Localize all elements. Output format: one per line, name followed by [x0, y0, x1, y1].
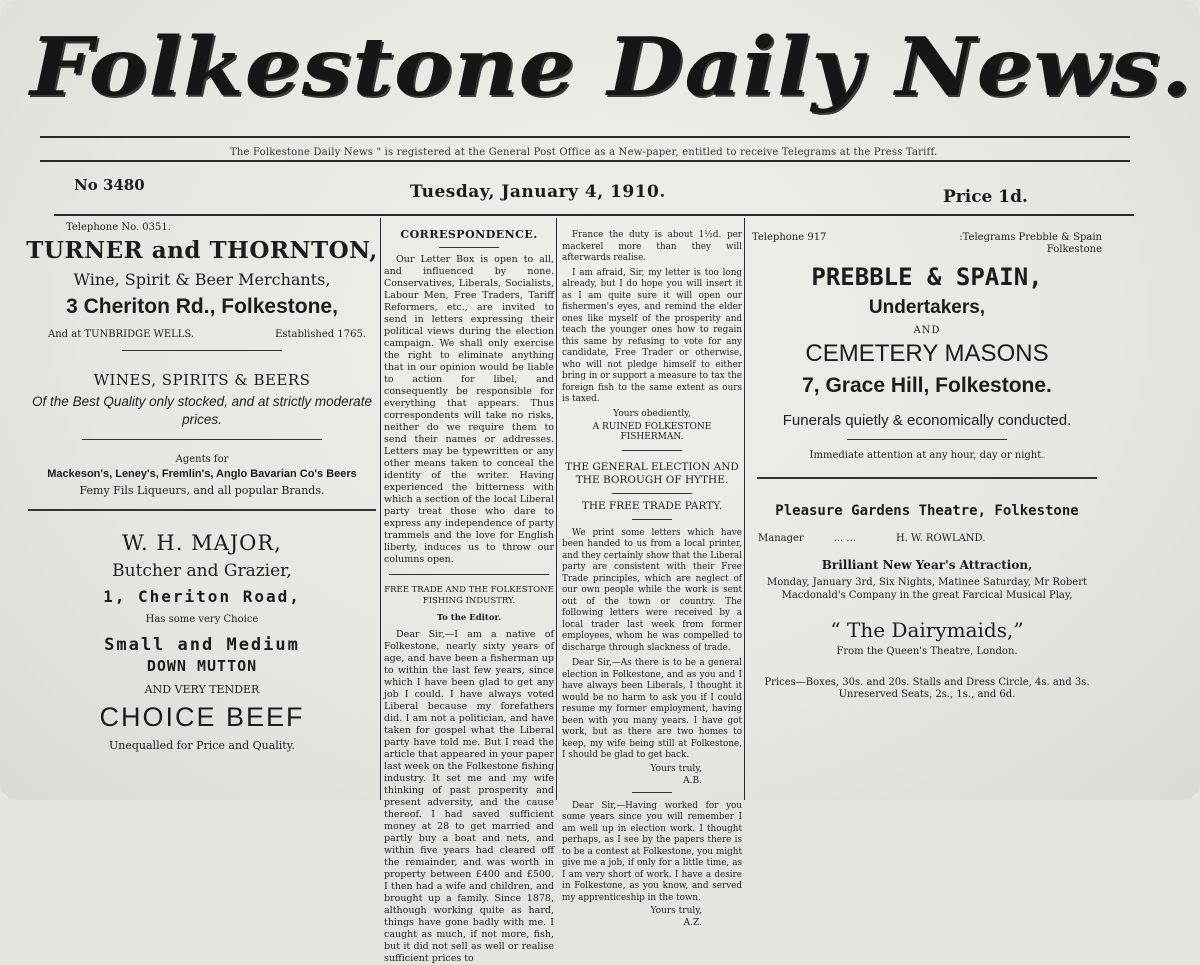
- telegrams-location: Folkestone: [1046, 244, 1102, 255]
- dateline-rule: [54, 214, 1134, 216]
- undertaker-name: PREBBLE & SPAIN,: [811, 263, 1043, 291]
- beef-line: CHOICE BEEF: [99, 702, 305, 732]
- fisherman-letter: Dear Sir,—I am a native of Folkestone, nearly sixty years of age, and have been a fisherman up to within the last few years, since which I have been glad to get any job I could. I have always voted Liberal because my forefathers did. I am not a politician, and have taken for gospel what the Liberal party have told me. But I read the article that appeared in your paper last week on the Folkestone fishing industry. It set me and my wife thinking of past prosperity and present adversity, and the cause thereof. I had saved sufficient money at 28 to get married and partly buy a boat and nets, and within five years had cleared off the remainder, and was worth in property between £400 and £500. I then had a wife and children, and brought up a family. Since 1878, although working quite as hard, things have gone badly with me. I caught as much, if not more, fish, but it did not sell as well or realise sufficient prices to: [384, 629, 554, 964]
- tender-line: AND VERY TENDER: [144, 683, 260, 696]
- masthead-rule-bottom: [40, 160, 1130, 162]
- masthead-title: Folkestone Daily News.: [30, 18, 1193, 115]
- telephone-number: Telephone 917: [752, 232, 827, 243]
- letter-ab: Dear Sir,—As there is to be a general election in Folkestone, and as you and I have always been Liberals, I thought it would be no harm to ask you if I could resume my former employment, having been with you many years. I have got work, but as there are two homes to keep, my wife being still at Folkestone, I should be glad to get back.: [562, 658, 742, 760]
- firm-address: 3 Cheriton Rd., Folkestone,: [66, 295, 338, 318]
- advert-column-right: [752, 232, 1102, 800]
- funerals-line: Funerals quietly & economically conducted.: [782, 412, 1072, 429]
- quality-statement: Of the Best Quality only stocked, and at strictly moderate prices.: [32, 394, 372, 427]
- election-heading: THE GENERAL ELECTION AND THE BOROUGH OF HYTHE.: [565, 460, 739, 486]
- letter-az-signature: A.Z.: [683, 918, 702, 928]
- fishing-subhead: FREE TRADE AND THE FOLKESTONE FISHING INDUSTRY.: [384, 585, 554, 606]
- butcher-trade: Butcher and Grazier,: [112, 561, 292, 581]
- divider: [632, 792, 672, 793]
- ticket-prices: Prices—Boxes, 30s. and 20s. Stalls and Dress Circle, 4s. and 3s. Unreserved Seats, 2s., 1s., and 6d.: [764, 677, 1090, 700]
- and-label: AND: [913, 325, 941, 336]
- advert-column-left: [24, 222, 380, 800]
- mutton-line-2: DOWN MUTTON: [146, 657, 258, 675]
- butcher-name: W. H. MAJOR,: [122, 531, 282, 555]
- column-divider-2: [556, 218, 557, 800]
- issue-price: Price 1d.: [943, 187, 1028, 207]
- letter-ab-signature: A.B.: [683, 775, 702, 786]
- free-trade-body: We print some letters which have been handed to us from a local printer, and they certainly show that the Liberal party are consistent with their Free Trade principles, which are neglect of our own people while the work is sent out of the town or country. The following letters were received by a local trader last week from former employees, whom he was compelled to discharge through slackness of trade.: [562, 527, 742, 653]
- correspondence-body: Our Letter Box is open to all, and influenced by none. Conservatives, Liberals, Socialists, Labour Men, Free Traders, Tariff Reformers, etc., are invited to send in letters expressing their political views during the election campaign. We shall only exercise the right to eliminate anything that in our opinion would be liable to action for libel, and consequently be responsible for everything that appears. Thus correspondents will take no risks, neither do we require them to send their names or addresses. Letters may be typewritten or any other means taken to conceal the identity of the writer. Having experienced the bitterness with which a section of the local Liberal party treat those who dare to express any independence of party trammels and the love for English liberty, induces us to throw our columns open.: [384, 254, 554, 565]
- undertaker-trade: Undertakers,: [868, 297, 986, 318]
- correspondence-column: [384, 228, 554, 964]
- mutton-line-1: Small and Medium: [104, 635, 300, 655]
- firm-name: TURNER and THORNTON,: [26, 237, 378, 264]
- agents-list: Mackeson's, Leney's, Fremlin's, Anglo Bavarian Co's Beers: [47, 468, 357, 480]
- attraction-heading: Brilliant New Year's Attraction,: [821, 558, 1033, 572]
- play-title: “ The Dairymaids,”: [830, 618, 1024, 642]
- issue-date: Tuesday, January 4, 1910.: [410, 182, 666, 202]
- correspondence-heading: CORRESPONDENCE.: [400, 228, 538, 241]
- wines-heading: WINES, SPIRITS & BEERS: [93, 371, 311, 389]
- divider: [847, 439, 1007, 440]
- column-divider-3: [744, 218, 745, 800]
- registration-notice: The Folkestone Daily News " is registered at the General Post Office as a New-paper, entitled to receive Telegrams at the Press Tariff.: [230, 147, 938, 158]
- firm-established: Established 1765.: [275, 329, 366, 340]
- letter-closing: I am afraid, Sir, my letter is too long already, but I do hope you will insert it as I am quite sure it will open our fishermen's eyes, and remind the elder ones like myself of the prosperity and teach the younger ones how to regain this same by refusing to vote for any candidate, Free Trader or otherwise, who will not pledge himself to either bring in or support a measure to tax the foreign fish to the same extent as ours is taxed.: [562, 267, 742, 404]
- agents-more: Femy Fils Liqueurs, and all popular Brands.: [79, 484, 325, 497]
- masthead-rule-top: [40, 136, 1130, 138]
- undertaker-address: 7, Grace Hill, Folkestone.: [802, 374, 1052, 397]
- letter-az: Dear Sir,—Having worked for you some years since you will remember I am well up in election work. I thought perhaps, as I see by the papers there is to be a contest at Folkestone, you might give me a job, if only for a little time, as I am very short of work. I have a desire in Folkestone, as you know, and served my apprenticeship in the town.: [562, 800, 742, 903]
- telephone-number: Telephone No. 0351.: [66, 222, 171, 233]
- divider: [622, 450, 682, 451]
- letter-signoff: Yours obediently,: [613, 408, 691, 419]
- theatre-name: Pleasure Gardens Theatre, Folkestone: [775, 503, 1079, 519]
- letter-signature: A RUINED FOLKESTONE FISHERMAN.: [592, 421, 712, 442]
- divider: [82, 439, 322, 440]
- free-trade-heading: THE FREE TRADE PARTY.: [581, 499, 723, 512]
- manager-dots: ... ...: [833, 533, 856, 544]
- butcher-address: 1, Cheriton Road,: [103, 587, 301, 606]
- to-editor: To the Editor.: [436, 613, 502, 623]
- letter-az-signoff: Yours truly,: [650, 906, 702, 916]
- agents-label: Agents for: [175, 454, 229, 465]
- masons-line: CEMETERY MASONS: [805, 340, 1049, 367]
- letters-column: [562, 230, 742, 928]
- column-divider-1: [380, 218, 381, 800]
- firm-trade: Wine, Spirit & Beer Merchants,: [73, 270, 331, 289]
- letter-ab-signoff: Yours truly,: [650, 763, 702, 774]
- choice-intro: Has some very Choice: [145, 614, 259, 625]
- firm-details: [24, 319, 380, 340]
- telephone-row: [752, 232, 1102, 243]
- unequalled-line: Unequalled for Price and Quality.: [109, 739, 295, 752]
- letter-continued: France the duty is about 1½d. per mackerel more than they will afterwards realise.: [562, 230, 742, 263]
- manager-name: H. W. ROWLAND.: [895, 533, 986, 544]
- divider: [389, 574, 549, 575]
- manager-row: [752, 533, 1102, 544]
- attention-line: Immediate attention at any hour, day or night.: [809, 450, 1045, 461]
- divider: [632, 519, 672, 520]
- telegrams-address: :Telegrams Prebble & Spain: [959, 232, 1102, 243]
- divider: [122, 350, 282, 351]
- divider: [439, 247, 499, 248]
- firm-branch: And at TUNBRIDGE WELLS.: [48, 329, 195, 340]
- section-rule: [757, 477, 1097, 479]
- play-origin: From the Queen's Theatre, London.: [836, 646, 1018, 657]
- attraction-details: Monday, January 3rd, Six Nights, Matinee Saturday, Mr Robert Macdonald's Company in the great Farcical Musical Play,: [766, 577, 1088, 601]
- divider: [612, 493, 692, 494]
- section-rule: [28, 509, 376, 511]
- issue-number: No 3480: [74, 176, 145, 194]
- manager-label: Manager: [758, 533, 804, 544]
